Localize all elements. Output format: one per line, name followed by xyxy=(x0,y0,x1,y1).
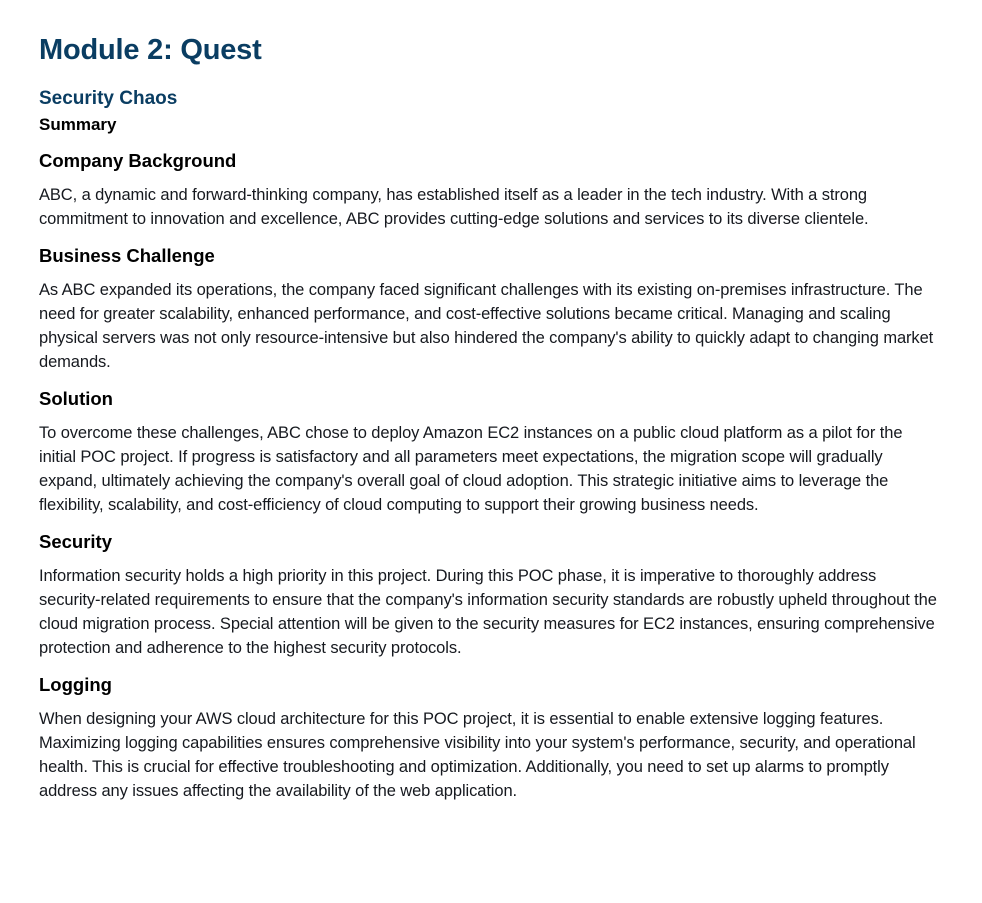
section-heading: Company Background xyxy=(39,150,237,171)
section-company-background xyxy=(39,148,942,231)
section-body: To overcome these challenges, ABC chose to deploy Amazon EC2 instances on a public cloud platform as a pilot for the initial POC project. If progress is satisfactory and all parameters meet expectations, the migration scope will gradually expand, ultimately achieving the company's overall goal of cloud adoption. This strategic initiative aims to leverage the flexibility, scalability, and cost-efficiency of cloud computing to support their growing business needs. xyxy=(39,424,903,514)
quest-subtitle: Security Chaos xyxy=(39,88,178,109)
section-solution xyxy=(39,386,942,517)
section-heading: Business Challenge xyxy=(39,245,215,266)
section-body: As ABC expanded its operations, the company faced significant challenges with its existing on-premises infrastructure. The need for greater scalability, enhanced performance, and cost-effective solutions became critical. Managing and scaling physical servers was not only resource-intensive but also hindered the company's ability to quickly adapt to changing market demands. xyxy=(39,281,934,371)
page-title: Module 2: Quest xyxy=(39,34,262,66)
section-heading: Solution xyxy=(39,388,113,409)
section-heading: Logging xyxy=(39,674,112,695)
section-security xyxy=(39,529,942,660)
section-body: ABC, a dynamic and forward-thinking company, has established itself as a leader in the tech industry. With a strong commitment to innovation and excellence, ABC provides cutting-edge solutions and services to its diverse clientele. xyxy=(39,186,869,228)
section-body: Information security holds a high priority in this project. During this POC phase, it is imperative to thoroughly address security-related requirements to ensure that the company's information security standards are robustly upheld throughout the cloud migration process. Special attention will be given to the security measures for EC2 instances, ensuring comprehensive protection and adherence to the highest security protocols. xyxy=(39,567,937,657)
section-business-challenge xyxy=(39,243,942,374)
summary-label: Summary xyxy=(39,115,117,134)
section-body: When designing your AWS cloud architecture for this POC project, it is essential to enable extensive logging features. Maximizing logging capabilities ensures comprehensive visibility into your system's performance, security, and operational health. This is crucial for effective troubleshooting and optimization. Additionally, you need to set up alarms to promptly address any issues affecting the availability of the web application. xyxy=(39,710,916,800)
section-heading: Security xyxy=(39,531,113,552)
section-logging xyxy=(39,672,942,803)
